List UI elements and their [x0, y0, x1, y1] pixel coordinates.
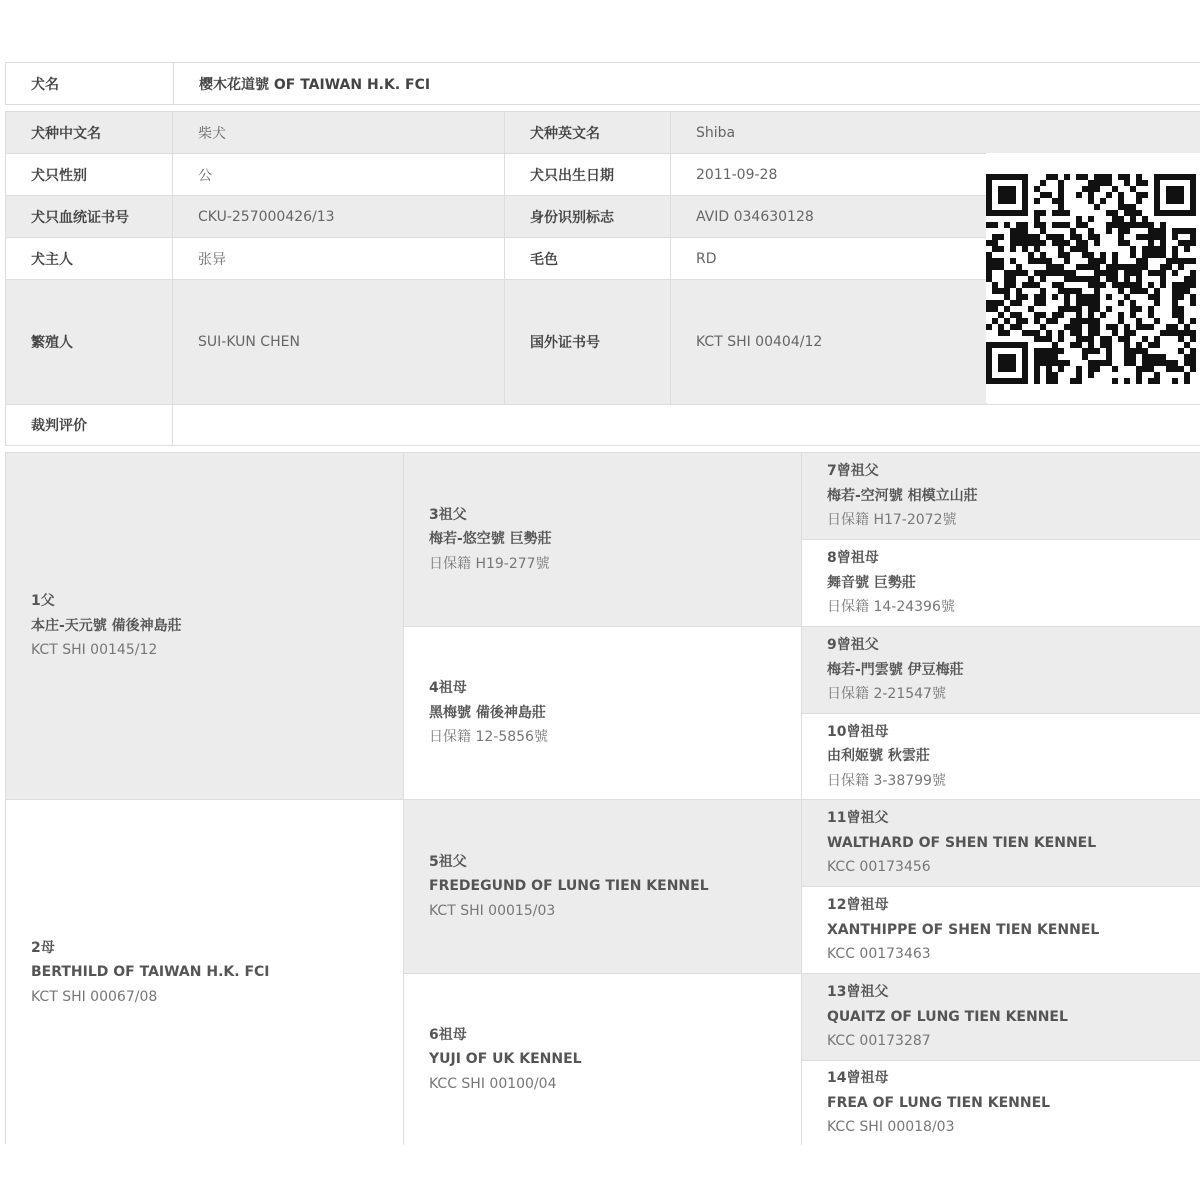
dob-value: 2011-09-28 [671, 154, 986, 195]
owner-value: 张异 [173, 238, 504, 279]
pedigree-great-grandparent [802, 627, 1200, 713]
pedigree-reg-no: 日保籍 3-38799號 [827, 772, 946, 789]
dog-name-label: 犬名 [6, 63, 173, 104]
pedigree-dog-name: FREDEGUND OF LUNG TIEN KENNEL [429, 878, 709, 895]
pedigree-relation: 10曾祖母 [827, 723, 889, 740]
pedigree-reg-no: 日保籍 H17-2072號 [827, 512, 957, 529]
breed-cn-label: 犬种中文名 [6, 112, 172, 153]
pedigree-dog-name: 梅若-悠空號 巨勢莊 [429, 531, 552, 548]
pedigree-great-grandparent [802, 887, 1200, 973]
pedigree-relation: 6祖母 [429, 1026, 467, 1043]
pedigree-reg-no: KCC 00173463 [827, 946, 931, 963]
breed-cn-value: 柴犬 [173, 112, 504, 153]
pedigree-reg-no: KCC 00173287 [827, 1033, 931, 1050]
pedigree-great-grandparent [802, 714, 1200, 799]
sex-label: 犬只性别 [6, 154, 172, 195]
reg-no-label: 犬只血统证书号 [6, 196, 172, 237]
sex-value: 公 [173, 154, 504, 195]
pedigree-dog-name: 舞音號 巨勢莊 [827, 574, 916, 591]
dog-name-table [5, 62, 1200, 105]
qr-code-icon [986, 174, 1196, 384]
pedigree-dog-name: 梅若-門雲號 伊豆梅莊 [827, 661, 964, 678]
pedigree-grandparent [404, 627, 801, 799]
pedigree-relation: 11曾祖父 [827, 810, 889, 827]
pedigree-reg-no: 日保籍 14-24396號 [827, 599, 955, 616]
pedigree-relation: 2母 [31, 939, 55, 956]
pedigree-great-grandparent [802, 800, 1200, 886]
pedigree-great-grandparent [802, 453, 1200, 539]
breed-en-label: 犬种英文名 [505, 112, 670, 153]
judge-value [173, 405, 1200, 445]
pedigree-relation: 1父 [31, 593, 55, 610]
breeder-label: 繁殖人 [6, 280, 172, 404]
pedigree-relation: 9曾祖父 [827, 637, 879, 654]
pedigree-dog-name: FREA OF LUNG TIEN KENNEL [827, 1094, 1051, 1111]
pedigree-great-grandparent [802, 974, 1200, 1060]
pedigree-sire [6, 453, 403, 799]
pedigree-dog-name: 由利姬號 秋雲莊 [827, 748, 930, 765]
pedigree-dog-name: YUJI OF UK KENNEL [429, 1051, 582, 1068]
pedigree-reg-no: KCC SHI 00018/03 [827, 1119, 955, 1136]
pedigree-relation: 7曾祖父 [827, 463, 879, 480]
pedigree-relation: 12曾祖母 [827, 897, 889, 914]
color-value: RD [671, 238, 986, 279]
pedigree-reg-no: 日保籍 H19-277號 [429, 555, 550, 572]
pedigree-dog-name: XANTHIPPE OF SHEN TIEN KENNEL [827, 921, 1100, 938]
pedigree-reg-no: KCC SHI 00100/04 [429, 1075, 557, 1092]
judge-label: 裁判评价 [6, 405, 172, 445]
pedigree-relation: 8曾祖母 [827, 550, 879, 567]
breed-en-value: Shiba [671, 112, 1200, 153]
pedigree-table [5, 452, 1200, 1144]
pedigree-dog-name: WALTHARD OF SHEN TIEN KENNEL [827, 834, 1097, 851]
pedigree-grandparent [404, 974, 801, 1145]
pedigree-reg-no: 日保籍 12-5856號 [429, 729, 548, 746]
pedigree-great-grandparent [802, 1061, 1200, 1145]
pedigree-relation: 3祖父 [429, 506, 467, 523]
dog-name-value: 樱木花道號 OF TAIWAN H.K. FCI [174, 63, 1200, 104]
pedigree-grandparent [404, 800, 801, 973]
reg-no-value: CKU-257000426/13 [173, 196, 504, 237]
breeder-value: SUI-KUN CHEN [173, 280, 504, 404]
pedigree-reg-no: KCT SHI 00015/03 [429, 902, 556, 919]
foreign-no-label: 国外证书号 [505, 280, 670, 404]
pedigree-dog-name: BERTHILD OF TAIWAN H.K. FCI [31, 964, 270, 981]
pedigree-dog-name: 梅若-空河號 相模立山莊 [827, 487, 978, 504]
pedigree-dam [6, 800, 403, 1145]
pedigree-dog-name: 黑梅號 備後神島莊 [429, 704, 546, 721]
pedigree-relation: 13曾祖父 [827, 984, 889, 1001]
id-mark-label: 身份识别标志 [505, 196, 670, 237]
pedigree-reg-no: 日保籍 2-21547號 [827, 686, 946, 703]
pedigree-relation: 14曾祖母 [827, 1070, 889, 1087]
pedigree-grandparent [404, 453, 801, 626]
pedigree-dog-name: 本庄-天元號 備後神島莊 [31, 617, 182, 634]
pedigree-reg-no: KCT SHI 00067/08 [31, 988, 158, 1005]
color-label: 毛色 [505, 238, 670, 279]
pedigree-great-grandparent [802, 540, 1200, 626]
pedigree-reg-no: KCC 00173456 [827, 859, 931, 876]
pedigree-relation: 5祖父 [429, 853, 467, 870]
dob-label: 犬只出生日期 [505, 154, 670, 195]
pedigree-relation: 4祖母 [429, 680, 467, 697]
id-mark-value: AVID 034630128 [671, 196, 986, 237]
foreign-no-value: KCT SHI 00404/12 [671, 280, 986, 404]
pedigree-reg-no: KCT SHI 00145/12 [31, 642, 158, 659]
owner-label: 犬主人 [6, 238, 172, 279]
pedigree-dog-name: QUAITZ OF LUNG TIEN KENNEL [827, 1008, 1068, 1025]
